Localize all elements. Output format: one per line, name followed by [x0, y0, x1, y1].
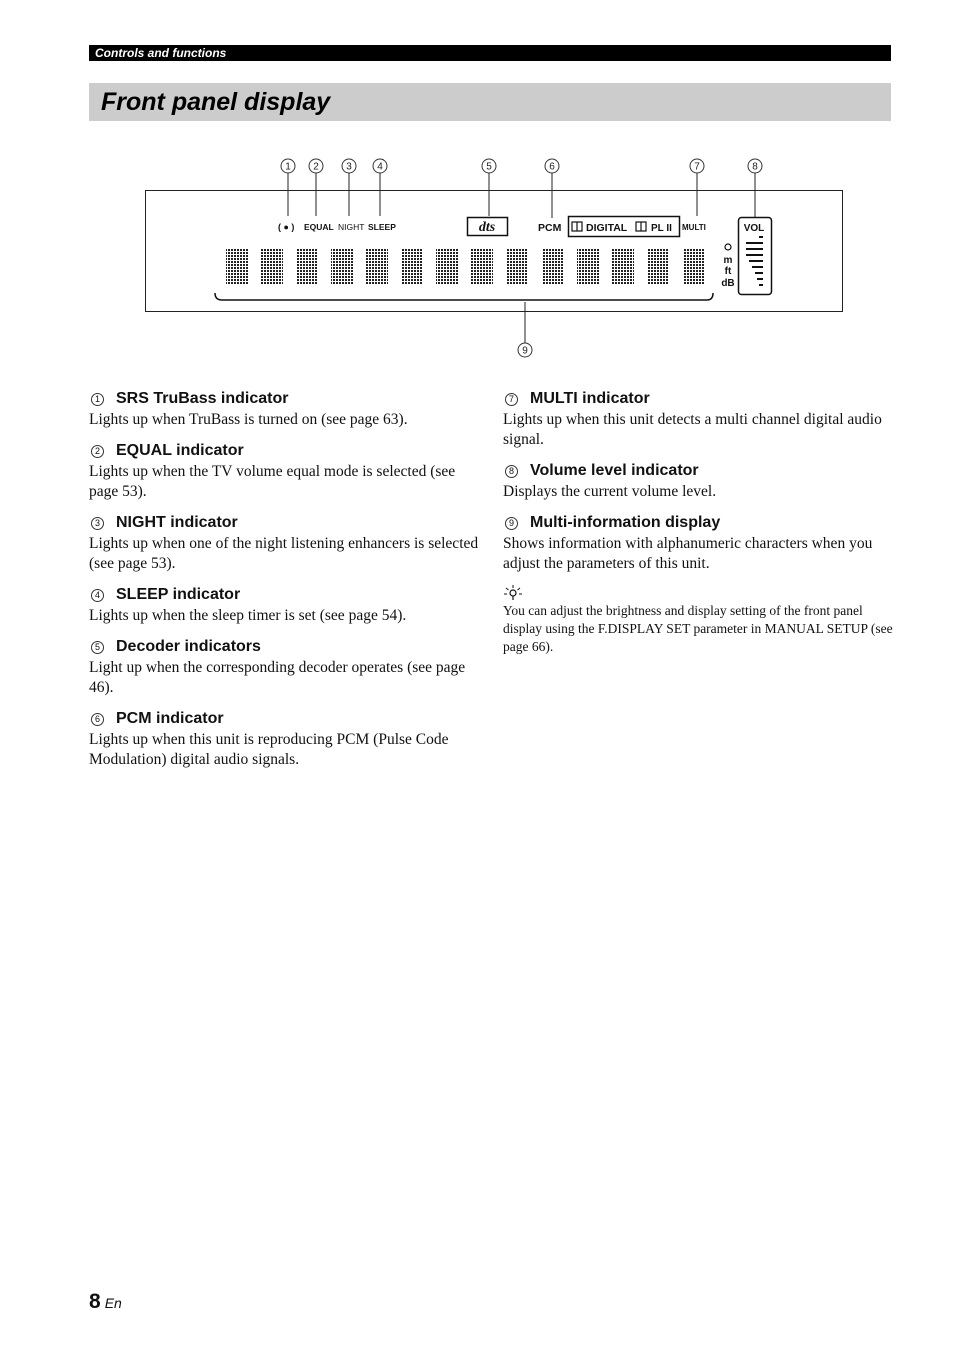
item-description: Light up when the corresponding decoder operates (see page 46).: [89, 659, 466, 696]
item-title: PCM indicator: [116, 710, 224, 727]
item-description: Lights up when this unit detects a multi channel digital audio signal.: [503, 411, 882, 448]
dot-matrix-display: [226, 248, 705, 285]
display-bracket: [215, 293, 713, 300]
item-description: Shows information with alphanumeric characters when you adjust the parameters of this unit.: [503, 535, 873, 572]
item-number: 1: [91, 393, 104, 406]
item-description: Displays the current volume level.: [503, 483, 717, 500]
multi-indicator-label: MULTI: [682, 223, 706, 232]
svg-text:8: 8: [752, 161, 758, 173]
item-number: 9: [505, 517, 518, 530]
right-column: [503, 388, 893, 656]
callout-4: [373, 159, 387, 216]
item-description: Lights up when TruBass is turned on (see page 63).: [89, 411, 408, 428]
left-column: [89, 388, 479, 780]
item-title: Volume level indicator: [530, 462, 699, 479]
srs-indicator-label: ( ● ): [278, 222, 295, 232]
dts-indicator-label: dts: [478, 220, 496, 235]
pcm-indicator-label: PCM: [538, 222, 562, 234]
item-number: 4: [91, 589, 104, 602]
item-number: 6: [91, 713, 104, 726]
item-description: Lights up when this unit is reproducing PCM (Pulse Code Modulation) digital audio signals.: [89, 731, 449, 768]
svg-text:5: 5: [486, 161, 492, 173]
item-description: Lights up when the sleep timer is set (see page 54).: [89, 607, 407, 624]
page-language: En: [104, 1295, 122, 1311]
item-number: 3: [91, 517, 104, 530]
item-description: Lights up when one of the night listening enhancers is selected (see page 53).: [89, 535, 479, 572]
tip-lightbulb-icon: [503, 584, 893, 602]
page-number: 8: [89, 1290, 101, 1313]
callout-9: [518, 302, 532, 357]
item-srs-trubass: [89, 388, 479, 430]
section-header-text: Controls and functions: [95, 46, 227, 60]
unit-m-label: m: [723, 255, 733, 266]
front-panel-diagram: [0, 0, 954, 380]
unit-db-label: dB: [721, 278, 735, 289]
callout-6: [545, 159, 559, 218]
item-sleep: [89, 584, 479, 626]
callout-2: [309, 159, 323, 216]
svg-text:3: 3: [346, 161, 352, 173]
callout-8: [748, 159, 762, 217]
degree-indicator-icon: [725, 244, 731, 250]
vol-indicator-label: VOL: [743, 223, 765, 234]
item-title: EQUAL indicator: [116, 442, 244, 459]
svg-text:6: 6: [549, 161, 555, 173]
svg-text:2: 2: [313, 161, 319, 173]
item-title: MULTI indicator: [530, 390, 650, 407]
item-number: 5: [91, 641, 104, 654]
callout-7: [690, 159, 704, 216]
pl2-indicator-label: PL II: [651, 223, 672, 234]
svg-text:7: 7: [694, 161, 700, 173]
callout-1: [281, 159, 295, 216]
svg-text:4: 4: [377, 161, 383, 173]
item-night: [89, 512, 479, 574]
digital-indicator-label: DIGITAL: [586, 222, 628, 234]
tip-text: You can adjust the brightness and display setting of the front panel display using the F.DISPLAY SET parameter in MANUAL SETUP (see page 66).: [503, 603, 893, 654]
item-title: Multi-information display: [530, 514, 721, 531]
item-number: 2: [91, 445, 104, 458]
item-equal: [89, 440, 479, 502]
volume-bars: [746, 236, 763, 286]
item-title: SLEEP indicator: [116, 586, 241, 603]
item-volume-level: [503, 460, 893, 502]
callout-5: [482, 159, 496, 216]
item-multi: [503, 388, 893, 450]
equal-indicator-label: EQUAL: [304, 222, 334, 232]
page-footer: [89, 1290, 122, 1314]
svg-text:1: 1: [285, 161, 291, 173]
item-decoder: [89, 636, 479, 698]
item-description: Lights up when the TV volume equal mode is selected (see page 53).: [89, 463, 456, 500]
item-number: 8: [505, 465, 518, 478]
item-number: 7: [505, 393, 518, 406]
item-title: Decoder indicators: [116, 638, 261, 655]
unit-ft-label: ft: [724, 266, 732, 277]
item-multi-information: [503, 512, 893, 574]
page-title: Front panel display: [101, 88, 331, 116]
dolby-pl-logo-icon: [636, 222, 646, 231]
item-title: SRS TruBass indicator: [116, 390, 289, 407]
night-indicator-label: NIGHT: [338, 222, 365, 232]
dolby-logo-icon: [572, 222, 582, 231]
svg-text:9: 9: [522, 345, 528, 357]
item-title: NIGHT indicator: [116, 514, 238, 531]
callout-3: [342, 159, 356, 216]
sleep-indicator-label: SLEEP: [368, 222, 396, 232]
item-pcm: [89, 708, 479, 770]
